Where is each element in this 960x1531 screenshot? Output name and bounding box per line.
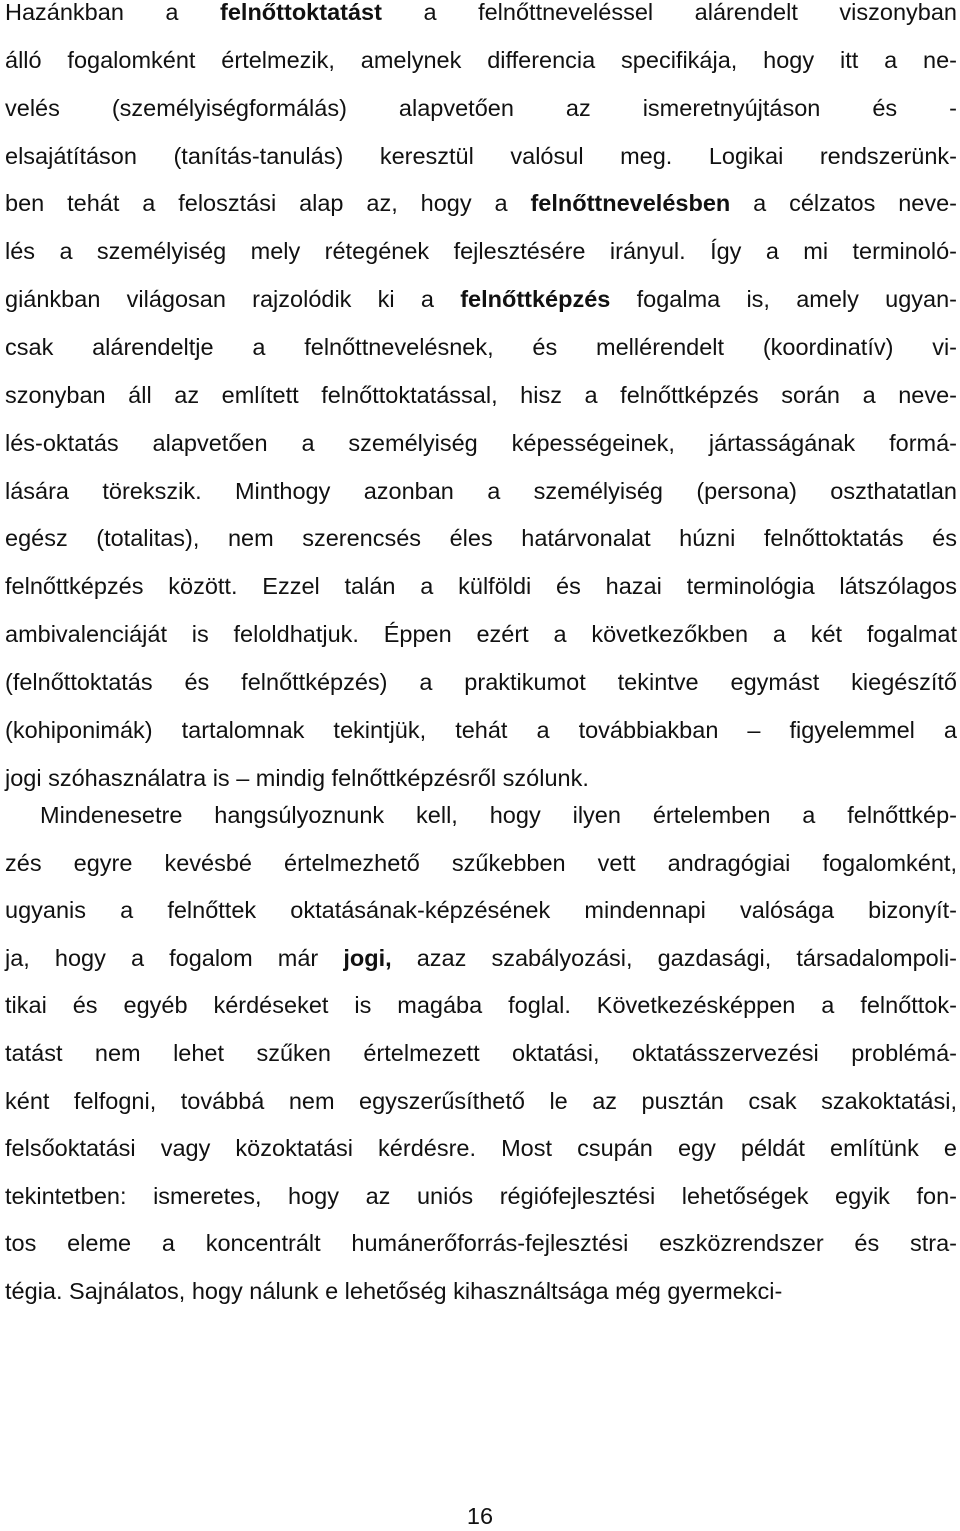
text-run: fogalma is, amely ugyan-: [610, 286, 957, 313]
text-run: azaz szabályozási, gazdasági, társadalompoli-: [391, 944, 957, 971]
text-line: [5, 895, 957, 925]
text-run: lés-oktatás alapvetően a személyiség képességeinek, jártasságának formá-: [5, 429, 957, 456]
text-line: [40, 800, 957, 830]
text-line: [5, 1181, 957, 1211]
text-run: felsőoktatási vagy közoktatási kérdésre. Most csupán egy példát említünk e: [5, 1135, 957, 1162]
text-line: [5, 763, 957, 793]
text-run: lására törekszik. Minthogy azonban a személyiség (persona) oszthatatlan: [5, 477, 957, 504]
text-run: Hazánkban a: [5, 0, 221, 25]
text-line: [5, 990, 957, 1020]
text-run: elsajátításon (tanítás-tanulás) keresztül valósul meg. Logikai rendszerünk-: [5, 142, 957, 169]
text-run: csak alárendeltje a felnőttnevelésnek, és mellérendelt (koordinatív) vi-: [5, 333, 957, 360]
text-run: a célzatos neve-: [730, 190, 957, 217]
bold-term: felnőttnevelésben: [530, 190, 731, 217]
text-run: Mindenesetre hangsúlyoznunk kell, hogy ilyen értelemben a felnőttkép-: [40, 802, 957, 828]
text-line: [5, 236, 957, 266]
text-line: [5, 523, 957, 553]
text-line: [5, 380, 957, 410]
text-line: [5, 1228, 957, 1258]
text-line: [5, 848, 957, 878]
page-number: 16: [466, 1503, 494, 1529]
text-line: [5, 1038, 957, 1068]
text-run: a felnőttneveléssel alárendelt viszonyban: [381, 0, 957, 25]
text-run: ja, hogy a fogalom már: [5, 944, 344, 971]
text-run: giánkban világosan rajzolódik ki a: [5, 286, 461, 313]
text-line: [5, 1086, 957, 1116]
text-line: [5, 1133, 957, 1163]
text-run: álló fogalomként értelmezik, amelynek differencia specifikája, hogy itt a ne-: [5, 46, 957, 73]
text-line: [5, 715, 957, 745]
text-run: tos eleme a koncentrált humánerőforrás-fejlesztési eszközrendszer és stra-: [5, 1230, 957, 1257]
text-run: (kohiponimák) tartalomnak tekintjük, tehát a továbbiakban – figyelemmel a: [5, 716, 957, 743]
text-line: [5, 571, 957, 601]
text-run: (felnőttoktatás és felnőttképzés) a praktikumot tekintve egymást kiegészítő: [5, 668, 957, 695]
text-line: [5, 428, 957, 458]
text-line: [5, 93, 957, 123]
text-run: egész (totalitas), nem szerencsés éles határvonalat húzni felnőttoktatás és: [5, 525, 957, 552]
text-line: [5, 1276, 957, 1306]
text-line: [5, 667, 957, 697]
text-run: tatást nem lehet szűken értelmezett oktatási, oktatásszervezési problémá-: [5, 1040, 957, 1066]
text-run: szonyban áll az említett felnőttoktatással, hisz a felnőttképzés során a neve-: [5, 381, 957, 408]
bold-term: felnőttoktatást: [220, 0, 382, 25]
text-run: velés (személyiségformálás) alapvetően az ismeretnyújtáson és -: [5, 94, 957, 121]
text-run: felnőttképzés között. Ezzel talán a külföldi és hazai terminológia látszólagos: [5, 573, 957, 600]
text-run: ugyanis a felnőttek oktatásának-képzésének mindennapi valósága bizonyít-: [5, 897, 957, 924]
text-run: ként felfogni, továbbá nem egyszerűsíthető le az pusztán csak szakoktatási,: [5, 1087, 957, 1114]
text-run: ambivalenciáját is feloldhatjuk. Éppen ezért a következőkben a két fogalmat: [5, 621, 957, 648]
text-line: [5, 188, 957, 218]
text-line: [5, 0, 957, 27]
text-run: tégia. Sajnálatos, hogy nálunk e lehetőség kihasználtsága még gyermekci-: [5, 1278, 783, 1304]
text-line: [5, 45, 957, 75]
text-run: ben tehát a felosztási alap az, hogy a: [5, 190, 531, 217]
text-run: zés egyre kevésbé értelmezhető szűkebben vett andragógiai fogalomként,: [5, 849, 957, 876]
bold-term: felnőttképzés: [460, 286, 611, 313]
bold-term: jogi,: [343, 944, 392, 971]
text-run: tikai és egyéb kérdéseket is magába foglal. Következésképpen a felnőttok-: [5, 992, 957, 1019]
text-line: [5, 332, 957, 362]
text-line: [5, 284, 957, 314]
text-line: [5, 619, 957, 649]
text-line: [5, 943, 957, 973]
text-line: [5, 476, 957, 506]
text-run: tekintetben: ismeretes, hogy az uniós régiófejlesztési lehetőségek egyik fon-: [5, 1182, 957, 1209]
text-run: jogi szóhasználatra is – mindig felnőttképzésről szólunk.: [5, 764, 589, 791]
text-run: lés a személyiség mely rétegének fejlesztésére irányul. Így a mi terminoló-: [5, 238, 957, 265]
text-line: [5, 141, 957, 171]
